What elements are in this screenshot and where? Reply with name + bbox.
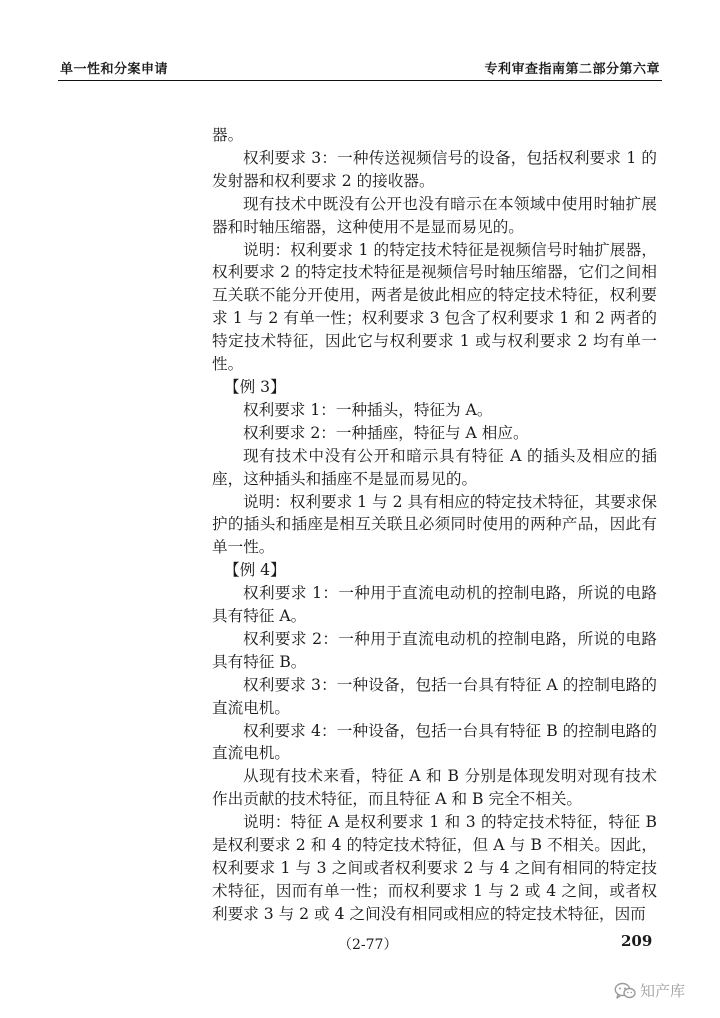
paragraph: 说明：权利要求 1 的特定技术特征是视频信号时轴扩展器，权利要求 2 的特定技术特征是视频信号时轴压缩器，它们之间相互关联不能分开使用，两者是彼此相应的特定技术特征，权利要求 1 与 2 有单一性；权利要求 3 包含了权利要求 1 和 2 两者的特定技术特征，因此它与权利要求 1 或与权利要求 2 均有单一性。 bbox=[212, 240, 657, 374]
page-number: 209 bbox=[621, 932, 653, 950]
paragraph: 说明：特征 A 是权利要求 1 和 3 的特定技术特征，特征 B 是权利要求 2 和 4 的特定技术特征，但 A 与 B 不相关。因此，权利要求 1 与 3 之间或者权利要求 2 与 4 之间有相同的特定技术特征，因而有单一性；而权利要求 1 与 2 或 4 之间，或者权利要求 3 与 2 或 4 之间没有相同或相应的特定技术特征，因而 bbox=[212, 813, 657, 923]
header-section-title: 单一性和分案申请 bbox=[60, 62, 169, 77]
watermark-text: 知产库 bbox=[640, 982, 686, 1000]
wechat-icon bbox=[614, 982, 636, 1000]
paragraph: 说明：权利要求 1 与 2 具有相应的特定技术特征，其要求保护的插头和插座是相互关联且必须同时使用的两种产品，因此有单一性。 bbox=[212, 492, 657, 557]
watermark bbox=[614, 980, 685, 1001]
example-heading: 【例 4】 bbox=[224, 561, 286, 580]
paragraph: 权利要求 3：一种传送视频信号的设备，包括权利要求 1 的发射器和权利要求 2 的接收器。 bbox=[212, 148, 657, 190]
paragraph: 现有技术中既没有公开也没有暗示在本领域中使用时轴扩展器和时轴压缩器，这种使用不是显而易见的。 bbox=[212, 194, 657, 236]
paragraph: 从现有技术来看，特征 A 和 B 分别是体现发明对现有技术作出贡献的技术特征，而且特征 A 和 B 完全不相关。 bbox=[212, 767, 657, 809]
paragraph: 现有技术中没有公开和暗示具有特征 A 的插头及相应的插座，这种插头和插座不是显而易见的。 bbox=[212, 446, 657, 488]
header-chapter-title: 专利审查指南第二部分第六章 bbox=[484, 62, 660, 77]
paragraph: 权利要求 4：一种设备，包括一台具有特征 B 的控制电路的直流电机。 bbox=[212, 721, 657, 763]
paragraph: 权利要求 1：一种插头，特征为 A。 bbox=[243, 400, 493, 419]
running-header bbox=[58, 58, 662, 81]
example-heading: 【例 3】 bbox=[224, 377, 286, 396]
paragraph: 权利要求 2：一种插座，特征与 A 相应。 bbox=[243, 423, 529, 442]
footer-section-code: （2-77） bbox=[338, 937, 398, 953]
paragraph: 权利要求 2：一种用于直流电动机的控制电路，所说的电路具有特征 B。 bbox=[212, 629, 657, 671]
paragraph: 权利要求 1：一种用于直流电动机的控制电路，所说的电路具有特征 A。 bbox=[212, 584, 657, 626]
page-body bbox=[212, 124, 657, 926]
paragraph: 权利要求 3：一种设备，包括一台具有特征 A 的控制电路的直流电机。 bbox=[212, 675, 657, 717]
paragraph: 器。 bbox=[212, 126, 244, 144]
